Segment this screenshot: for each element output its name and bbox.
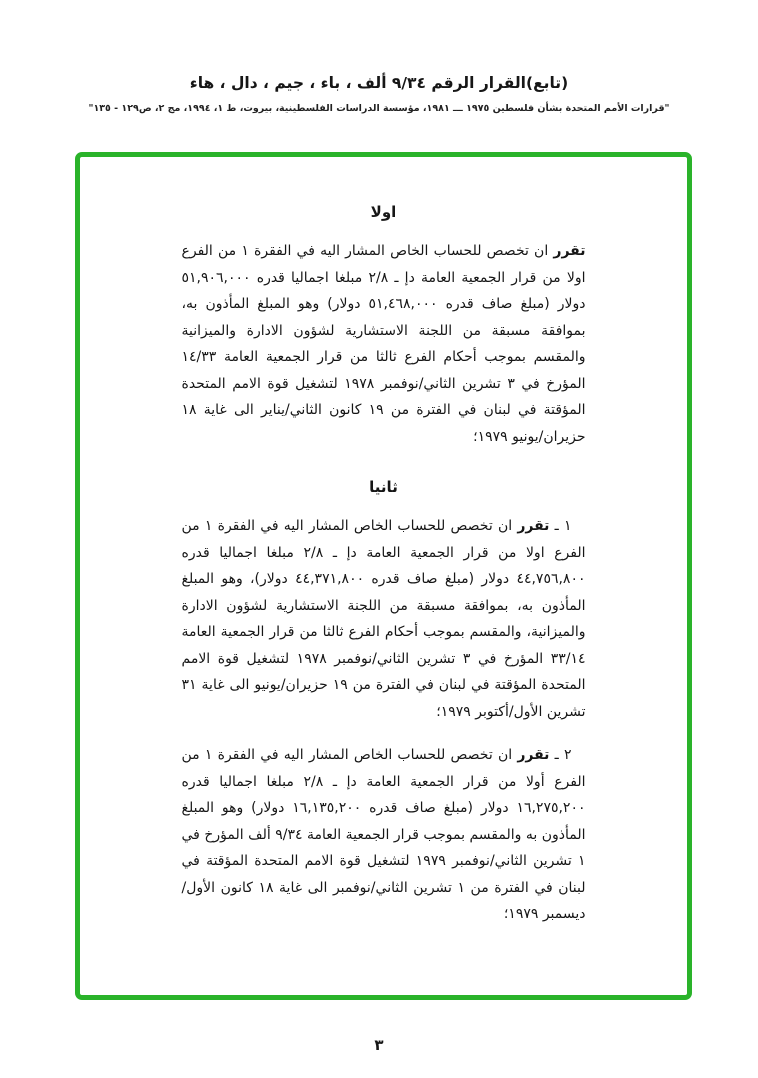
page-number: ٣ [374,1036,384,1054]
header-title: (تابع)القرار الرقم ٩/٣٤ ألف ، باء ، جيم ، دال ، هاء [189,74,569,92]
resolution-body [182,157,586,928]
paragraph-lead-bold: تقرر [517,518,550,534]
header-source-line: "قرارات الأمم المتحدة بشأن فلسطين ١٩٧٥ ـــ ١٩٨١، مؤسسة الدراسات الفلسطينية، بيروت، ط ١، ١٩٩٤، مج ٢، ص١٢٩ - ١٣٥" [88,103,670,114]
green-frame [75,152,692,1000]
paragraph-text: ان تخصص للحساب الخاص المشار اليه في الفقرة ١ من الفرع أولا من قرار الجمعية العامة دإ ـ ٢/٨ مبلغا اجماليا قدره ١٦,٢٧٥,٢٠٠ دولار (مبلغ صاف قدره ١٦,١٣٥,٢٠٠ دولار) وهو المبلغ المأذون به والمقسم بموجب قرار الجمعية العامة ٩/٣٤ ألف المؤرخ في ١ تشرين الثاني/نوفمبر ١٩٧٩ لتشغيل قوة الامم المتحدة المؤقتة في لبنان في الفترة من ١ تشرين الثاني/نوفمبر الى غاية ١٨ كانون الأول/ديسمبر ١٩٧٩؛ [181,747,586,922]
paragraph-numbered-1 [182,513,586,725]
section-heading-first: اولا [370,203,397,221]
paragraph-number: ١ ـ [549,518,572,534]
paragraph-numbered-2 [182,742,586,928]
section-heading-second: ثانيا [369,478,398,496]
paragraph-lead-bold: تقرر [517,747,550,763]
paragraph-first-operative [182,238,586,450]
paragraph-lead-bold: تقرر [553,243,586,259]
paragraph-number: ٢ ـ [549,747,572,763]
paragraph-text: ان تخصص للحساب الخاص المشار اليه في الفقرة ١ من الفرع اولا من قرار الجمعية العامة دإ ـ ٢/٨ مبلغا اجماليا قدره ٥١,٩٠٦,٠٠٠ دولار (مبلغ صاف قدره ٥١,٤٦٨,٠٠٠ دولار) وهو المبلغ المأذون به، بموافقة مسبقة من اللجنة الاستشارية لشؤون الادارة والميزانية والمقسم بموجب أحكام الفرع ثالثا من قرار الجمعية العامة ١٤/٣٣ المؤرخ في ٣ تشرين الثاني/نوفمبر ١٩٧٨ لتشغيل قوة الامم المتحدة المؤقتة في لبنان في الفترة من ١٩ كانون الثاني/يناير الى غاية ١٨ حزيران/يونيو ١٩٧٩؛ [181,243,586,445]
paragraph-text: ان تخصص للحساب الخاص المشار اليه في الفقرة ١ من الفرع اولا من قرار الجمعية العامة دإ ـ ٢/٨ مبلغا اجماليا قدره ٤٤,٧٥٦,٨٠٠ دولار (مبلغ صاف قدره ٤٤,٣٧١,٨٠٠ دولار)، وهو المبلغ المأذون به، بموافقة مسبقة من اللجنة الاستشارية لشؤون الادارة والميزانية، والمقسم بموجب أحكام الفرع ثالثا من قرار الجمعية العامة ٣٣/١٤ المؤرخ في ٣ تشرين الثاني/نوفمبر ١٩٧٨ لتشغيل قوة الامم المتحدة المؤقتة في لبنان في الفترة من ١٩ حزيران/يونيو الى غاية ٣١ تشرين الأول/أكتوبر ١٩٧٩؛ [181,518,586,720]
